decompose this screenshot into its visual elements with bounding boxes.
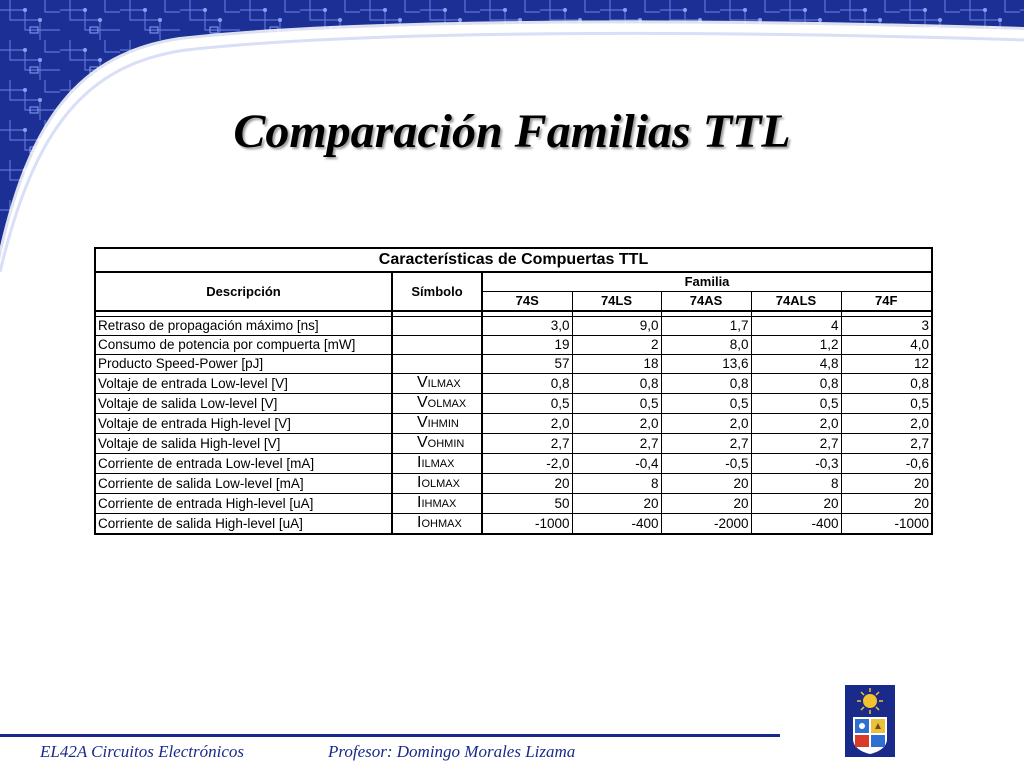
cell-74s: 2,0 [482, 414, 572, 434]
table-row [95, 414, 932, 434]
cell-74f: 2,0 [841, 414, 932, 434]
slide-title: Comparación Familias TTL [233, 105, 791, 158]
symbol-subscript: OHMIN [427, 438, 465, 450]
cell-74ls: -400 [572, 514, 661, 535]
cell-74ls: 18 [572, 355, 661, 374]
row-description: Voltaje de salida High-level [V] [95, 434, 392, 454]
cell-74s: 0,8 [482, 374, 572, 394]
cell-74s: 0,5 [482, 394, 572, 414]
row-symbol [392, 317, 482, 336]
cell-74as: 0,8 [661, 374, 751, 394]
ttl-comparison-table [94, 247, 933, 535]
cell-74als: -0,3 [751, 454, 841, 474]
row-description: Producto Speed-Power [pJ] [95, 355, 392, 374]
symbol-main: V [417, 374, 428, 391]
cell-74als: 0,8 [751, 374, 841, 394]
cell-74ls: 9,0 [572, 317, 661, 336]
symbol-subscript: OHMAX [421, 518, 462, 530]
cell-74as: 13,6 [661, 355, 751, 374]
cell-74s: 20 [482, 474, 572, 494]
table-row [95, 355, 932, 374]
cell-74as: 0,5 [661, 394, 751, 414]
cell-74als: 2,0 [751, 414, 841, 434]
table-row [95, 394, 932, 414]
cell-74as: 20 [661, 494, 751, 514]
cell-74as: 1,7 [661, 317, 751, 336]
header-family-74ls: 74LS [572, 292, 661, 312]
cell-74as: 20 [661, 474, 751, 494]
cell-74ls: 2 [572, 336, 661, 355]
cell-74f: 4,0 [841, 336, 932, 355]
cell-74als: 2,7 [751, 434, 841, 454]
cell-74s: 57 [482, 355, 572, 374]
table-row [95, 514, 932, 535]
cell-74ls: -0,4 [572, 454, 661, 474]
row-symbol [392, 414, 482, 434]
cell-74as: -2000 [661, 514, 751, 535]
table-row [95, 336, 932, 355]
cell-74als: 20 [751, 494, 841, 514]
symbol-main: I [417, 514, 422, 531]
cell-74f: 3 [841, 317, 932, 336]
cell-74f: 0,5 [841, 394, 932, 414]
cell-74as: 2,7 [661, 434, 751, 454]
cell-74als: 4,8 [751, 355, 841, 374]
header-descripcion: Descripción [95, 272, 392, 311]
symbol-main: I [417, 474, 422, 491]
row-symbol [392, 374, 482, 394]
symbol-subscript: OLMAX [421, 478, 460, 490]
header-family-74als: 74ALS [751, 292, 841, 312]
symbol-subscript: ILMAX [427, 378, 461, 390]
header-familia: Familia [482, 272, 932, 292]
footer-professor: Profesor: Domingo Morales Lizama [328, 742, 576, 761]
cell-74als: 1,2 [751, 336, 841, 355]
table-row [95, 474, 932, 494]
cell-74ls: 0,5 [572, 394, 661, 414]
table-row [95, 454, 932, 474]
cell-74as: 8,0 [661, 336, 751, 355]
cell-74als: 8 [751, 474, 841, 494]
cell-74als: 0,5 [751, 394, 841, 414]
row-symbol [392, 474, 482, 494]
header-family-74s: 74S [482, 292, 572, 312]
cell-74ls: 2,0 [572, 414, 661, 434]
cell-74s: 50 [482, 494, 572, 514]
symbol-main: I [417, 454, 422, 471]
cell-74f: -0,6 [841, 454, 932, 474]
row-symbol [392, 355, 482, 374]
header-family-74f: 74F [841, 292, 932, 312]
row-description: Corriente de entrada High-level [uA] [95, 494, 392, 514]
symbol-main: V [417, 394, 428, 411]
row-description: Consumo de potencia por compuerta [mW] [95, 336, 392, 355]
cell-74als: 4 [751, 317, 841, 336]
symbol-main: V [417, 414, 428, 431]
row-description: Corriente de salida High-level [uA] [95, 514, 392, 535]
cell-74s: 2,7 [482, 434, 572, 454]
cell-74s: -1000 [482, 514, 572, 535]
table-caption: Características de Compuertas TTL [95, 248, 932, 272]
symbol-subscript: OLMAX [427, 398, 467, 410]
row-description: Corriente de salida Low-level [mA] [95, 474, 392, 494]
footer-course: EL42A Circuitos Electrónicos [40, 742, 244, 761]
footer-divider [0, 734, 780, 737]
header-simbolo: Símbolo [392, 272, 482, 311]
table-row [95, 434, 932, 454]
cell-74ls: 8 [572, 474, 661, 494]
row-symbol [392, 336, 482, 355]
symbol-main: I [417, 494, 422, 511]
symbol-subscript: ILMAX [421, 458, 455, 470]
cell-74f: 2,7 [841, 434, 932, 454]
row-symbol [392, 434, 482, 454]
university-seal-logo [845, 685, 895, 757]
table-row [95, 494, 932, 514]
symbol-main: V [417, 434, 428, 451]
cell-74f: 12 [841, 355, 932, 374]
cell-74s: 3,0 [482, 317, 572, 336]
cell-74ls: 2,7 [572, 434, 661, 454]
cell-74as: 2,0 [661, 414, 751, 434]
cell-74f: 0,8 [841, 374, 932, 394]
cell-74ls: 0,8 [572, 374, 661, 394]
row-description: Retraso de propagación máximo [ns] [95, 317, 392, 336]
row-symbol [392, 514, 482, 535]
row-symbol [392, 494, 482, 514]
row-symbol [392, 394, 482, 414]
cell-74as: -0,5 [661, 454, 751, 474]
row-description: Voltaje de entrada High-level [V] [95, 414, 392, 434]
cell-74als: -400 [751, 514, 841, 535]
cell-74s: -2,0 [482, 454, 572, 474]
table-row [95, 317, 932, 336]
cell-74ls: 20 [572, 494, 661, 514]
table-row [95, 374, 932, 394]
symbol-subscript: IHMAX [421, 498, 457, 510]
header-family-74as: 74AS [661, 292, 751, 312]
cell-74f: 20 [841, 494, 932, 514]
row-description: Voltaje de entrada Low-level [V] [95, 374, 392, 394]
row-symbol [392, 454, 482, 474]
row-description: Voltaje de salida Low-level [V] [95, 394, 392, 414]
cell-74f: -1000 [841, 514, 932, 535]
cell-74f: 20 [841, 474, 932, 494]
row-description: Corriente de entrada Low-level [mA] [95, 454, 392, 474]
symbol-subscript: IHMIN [427, 418, 459, 430]
cell-74s: 19 [482, 336, 572, 355]
